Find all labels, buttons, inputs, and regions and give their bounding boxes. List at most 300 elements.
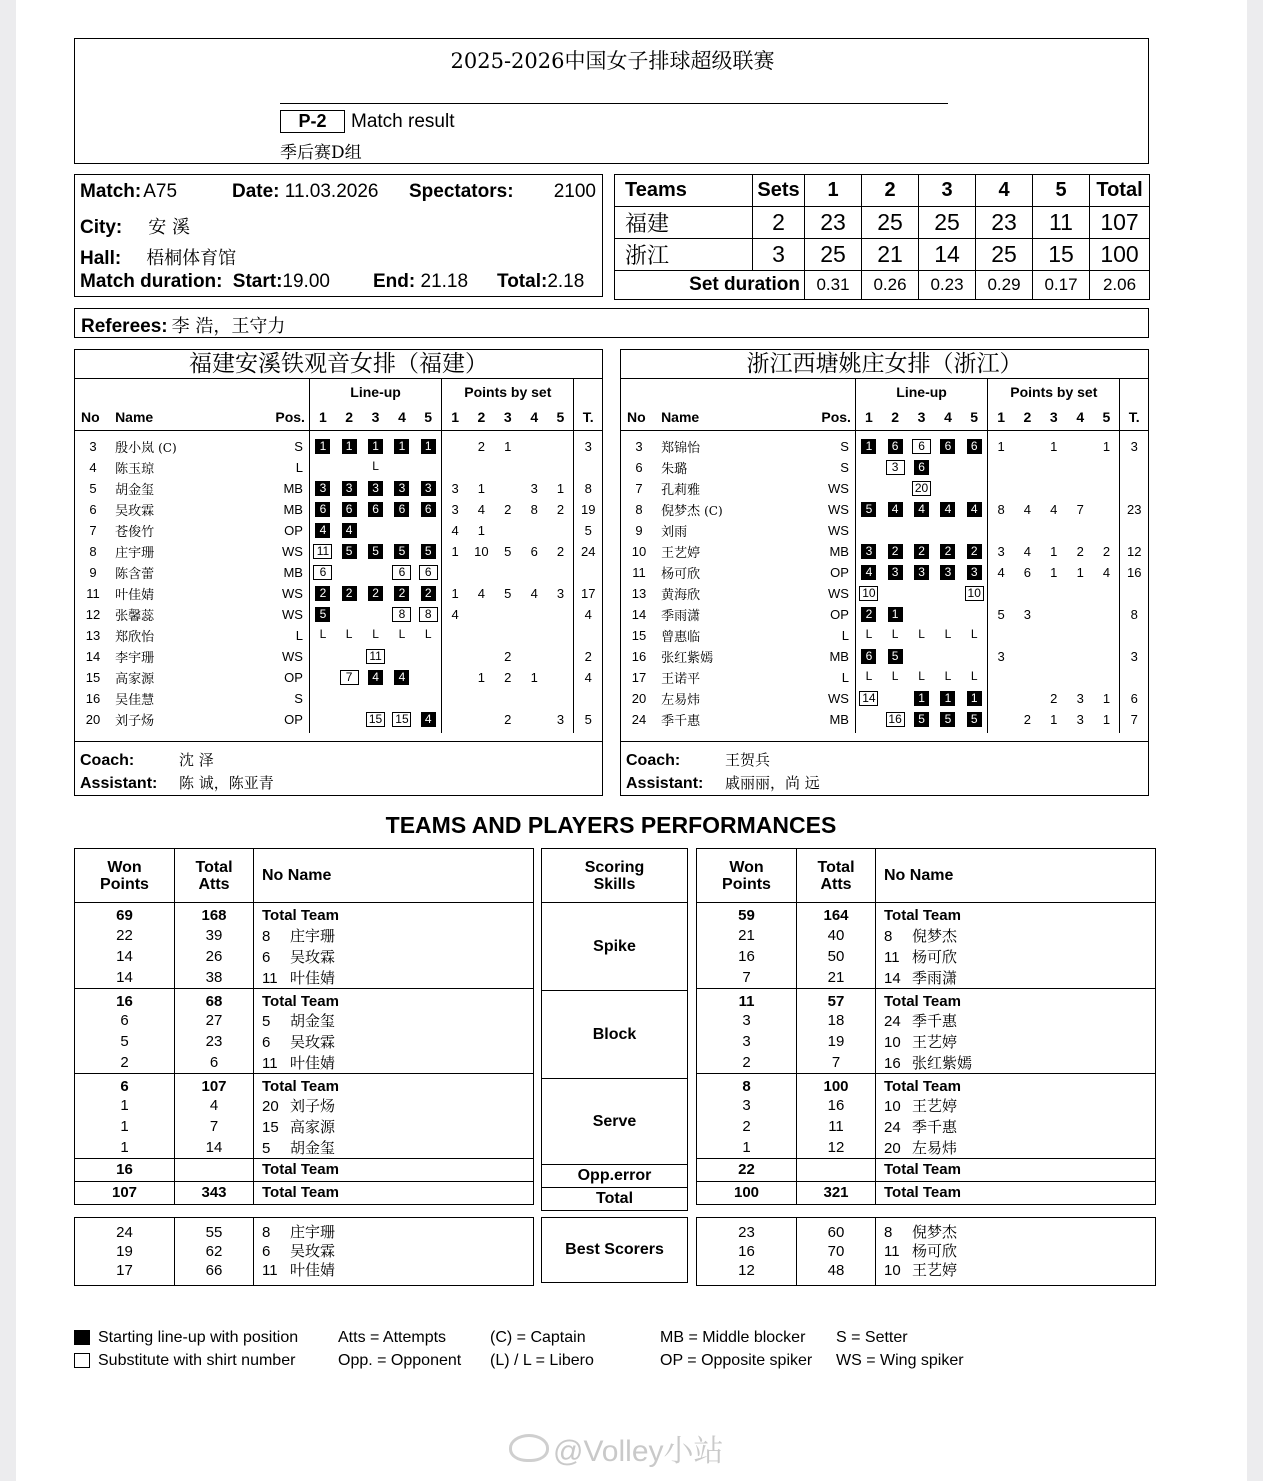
roster-table [75, 379, 602, 733]
set-points: 2 [547, 499, 573, 520]
empty-slot [914, 523, 929, 538]
set-score: 25 [976, 239, 1033, 271]
won-points: 16 [75, 988, 175, 1010]
player-number: 16 [631, 649, 647, 664]
starting-position: 4 [940, 502, 955, 517]
lineup-cell [362, 583, 388, 604]
lineup-cell [362, 688, 388, 709]
total-atts: 26 [175, 946, 254, 967]
set-points: 3 [547, 583, 573, 604]
captain-mark: (C) [158, 440, 177, 455]
empty-slot [967, 607, 982, 622]
match-label: Match: [80, 181, 142, 202]
won-points: 2 [75, 1052, 175, 1074]
set-points [495, 457, 521, 478]
lineup-cell [855, 583, 881, 604]
total-atts: 57 [797, 988, 876, 1010]
player-position: WS [828, 481, 849, 496]
lineup-cell [336, 625, 362, 646]
set-points: 4 [442, 604, 468, 625]
player-name: 倪梦杰 [912, 1223, 958, 1241]
roster-row [75, 709, 602, 730]
pos-header: Pos. [271, 404, 309, 430]
lineup-cell [309, 520, 335, 541]
won-points: 1 [75, 1116, 175, 1137]
player-number: 8 [262, 1224, 271, 1241]
total-atts: 321 [797, 1181, 876, 1204]
roster-row [621, 478, 1148, 499]
total-points: 19 [580, 502, 596, 517]
player-name: 高家源 [290, 1117, 336, 1136]
player-name-cell [657, 541, 817, 562]
lineup-cell [935, 646, 961, 667]
starting-position: 4 [967, 502, 982, 517]
lineup-cell [908, 709, 934, 730]
lineup-cell [908, 646, 934, 667]
player-number: 8 [89, 544, 97, 559]
lineup-cell [389, 688, 415, 709]
set-number-header: 3 [908, 404, 934, 430]
performance-row [697, 1052, 1156, 1074]
end-time: 21.18 [420, 271, 469, 292]
skill-row [542, 903, 688, 991]
empty-slot [421, 649, 436, 664]
player-name-cell [657, 499, 817, 520]
player-name: 倪梦杰 [912, 926, 958, 945]
player-entry [254, 946, 534, 967]
set-points: 3 [988, 646, 1014, 667]
player-name: 杨可欣 [912, 1242, 958, 1260]
set-points: 3 [547, 709, 573, 730]
total-atts: 16 [797, 1095, 876, 1116]
player-name: 王艺婷 [912, 1096, 958, 1115]
start-time: 19.00 [282, 271, 330, 292]
legend-item: Substitute with shirt number [98, 1352, 296, 1369]
player-number: 11 [632, 565, 646, 580]
lineup-cell [309, 562, 335, 583]
player-number: 6 [262, 948, 271, 966]
starting-position: 6 [967, 439, 982, 454]
lineup-cell [935, 478, 961, 499]
player-number: 14 [884, 969, 901, 987]
player-position: MB [829, 649, 849, 664]
weibo-icon [509, 1434, 549, 1462]
lineup-cell [309, 541, 335, 562]
player-name: 陈含蕾 [115, 566, 155, 582]
player-name-cell [111, 667, 271, 688]
lineup-cell [908, 583, 934, 604]
total-atts: 168 [175, 903, 254, 925]
total-points [574, 562, 602, 583]
set-points: 5 [988, 604, 1014, 625]
skills-header-row [542, 849, 688, 903]
referees-value: 李 浩，王守力 [171, 316, 286, 337]
player-position: MB [283, 481, 303, 496]
total-atts: 40 [797, 925, 876, 946]
lineup-cell [908, 667, 934, 688]
col-set-5: 5 [1033, 175, 1090, 207]
set-points [1014, 646, 1040, 667]
starting-position: 3 [888, 565, 903, 580]
starting-position: 2 [342, 586, 357, 601]
empty-slot [421, 670, 436, 685]
set-points: 1 [547, 478, 573, 499]
total-points: 4 [584, 607, 592, 622]
set-score: 23 [976, 207, 1033, 239]
player-position: OP [830, 607, 849, 622]
empty-slot [888, 481, 903, 496]
set-number-header: 2 [1014, 404, 1040, 430]
player-entry [876, 1073, 1156, 1095]
lineup-cell [336, 667, 362, 688]
set-duration: 0.17 [1033, 271, 1090, 300]
player-name-cell [111, 457, 271, 478]
total-won: 107 [75, 1181, 175, 1204]
set-number-header: 4 [389, 404, 415, 430]
set-points: 3 [988, 541, 1014, 562]
roster-row [75, 478, 602, 499]
set-points [468, 562, 494, 583]
player-number: 5 [262, 1139, 271, 1157]
set-points [1093, 667, 1119, 688]
set-points: 1 [1093, 709, 1119, 730]
lineup-cell [908, 688, 934, 709]
lineup-cell [855, 520, 881, 541]
won-points: 3 [697, 1031, 797, 1052]
opp-error-won: 16 [75, 1158, 175, 1181]
player-name: 吴玫霖 [115, 503, 155, 519]
starting-position: 3 [914, 565, 929, 580]
performance-row [697, 1137, 1156, 1159]
set-points: 2 [1093, 541, 1119, 562]
total-atts: 27 [175, 1010, 254, 1031]
set-points: 3 [530, 481, 538, 496]
player-name-cell [657, 625, 817, 646]
referees-label: Referees: [81, 316, 168, 337]
player-name: 刘子炀 [115, 713, 155, 729]
lineup-cell [389, 583, 415, 604]
performance-row [75, 1116, 534, 1137]
roster-row [621, 457, 1148, 478]
player-number: 20 [262, 1097, 279, 1115]
set-points [547, 436, 573, 457]
player-position: S [294, 691, 303, 706]
set-points: 3 [442, 478, 468, 499]
starting-position: 2 [394, 586, 409, 601]
set-points: 1 [530, 670, 538, 685]
lineup-cell [336, 709, 362, 730]
performance-row [697, 1073, 1156, 1095]
player-name-cell [111, 646, 271, 667]
player-name: 庄宇珊 [290, 926, 336, 945]
player-number: 6 [262, 1033, 271, 1051]
lineup-cell [362, 436, 388, 457]
empty-slot [940, 523, 955, 538]
name-header: Name [111, 404, 271, 430]
won-points: 11 [697, 988, 797, 1010]
set-number-header: 5 [547, 404, 573, 430]
lineup-cell [389, 646, 415, 667]
starting-position: 4 [342, 523, 357, 538]
lineup-cell [855, 604, 881, 625]
away-performance-table [696, 848, 1156, 1205]
player-name: 胡金玺 [290, 1138, 336, 1157]
coach-name: 沈 泽 [179, 751, 214, 769]
player-position: S [840, 439, 849, 454]
roster-row [621, 604, 1148, 625]
lineup-cell [935, 667, 961, 688]
legend-item: OP = Opposite spiker [660, 1352, 813, 1369]
substitute-number: 10 [965, 586, 984, 601]
total-label-row [542, 1188, 688, 1211]
player-name: 李宇珊 [115, 650, 155, 666]
set-points [547, 625, 573, 646]
total-team-label: Total Team [876, 1181, 1156, 1204]
legend-item: (L) / L = Libero [490, 1352, 594, 1369]
performance-row [75, 1073, 534, 1095]
player-number: 24 [884, 1118, 901, 1136]
player-number: 10 [884, 1097, 901, 1115]
set-points [547, 457, 573, 478]
player-entry [254, 903, 534, 925]
player-entry [254, 1116, 534, 1137]
performance-row [75, 903, 534, 925]
report-code: P-2 [280, 110, 345, 133]
team-name: 福建 [615, 207, 753, 239]
total-points: 23 [1126, 502, 1142, 517]
substitute-number: 8 [419, 607, 438, 622]
empty-slot [421, 523, 436, 538]
total-points [1120, 625, 1148, 646]
starting-position: 5 [914, 712, 929, 727]
total-points: 5 [584, 523, 592, 538]
set-points: 4 [477, 586, 485, 601]
set-points: 2 [477, 439, 485, 454]
set-points [442, 436, 468, 457]
starting-position: 1 [888, 607, 903, 622]
set-points: 3 [1076, 712, 1084, 727]
set-number-header: 1 [988, 404, 1014, 430]
total-points [1120, 667, 1148, 688]
col-teams: Teams [615, 175, 753, 207]
set-points [442, 688, 468, 709]
lineup-cell [908, 604, 934, 625]
won-points: 21 [697, 925, 797, 946]
lineup-cell [935, 688, 961, 709]
total-atts: 70 [797, 1242, 876, 1261]
total-atts-header: Total Atts [797, 849, 876, 903]
set-points [988, 478, 1014, 499]
roster-table [621, 379, 1148, 733]
player-name: 叶佳婧 [290, 968, 336, 987]
set-points [468, 457, 494, 478]
t-header: T. [1120, 404, 1148, 430]
performance-row [75, 925, 534, 946]
player-number: 14 [85, 649, 101, 664]
player-name: 叶佳婧 [290, 1261, 336, 1279]
player-entry [876, 1242, 1156, 1261]
won-points: 69 [75, 903, 175, 925]
total-duration: 2.18 [547, 271, 585, 292]
lineup-cell [908, 562, 934, 583]
captain-mark: (C) [704, 503, 723, 518]
empty-slot [368, 523, 383, 538]
player-name: 曾惠临 [661, 629, 701, 645]
libero-mark: L [345, 626, 353, 641]
end-label: End: [373, 271, 416, 292]
set-points: 4 [1050, 502, 1058, 517]
set-points [1041, 478, 1067, 499]
lineup-cell [908, 457, 934, 478]
player-name-cell [111, 541, 271, 562]
roster-row [75, 667, 602, 688]
set-points [1041, 583, 1067, 604]
starting-position: 3 [861, 544, 876, 559]
player-number: 8 [635, 502, 643, 517]
starting-position: 4 [421, 712, 436, 727]
player-name-cell [111, 709, 271, 730]
performance-row [75, 1010, 534, 1031]
set-number-header: 4 [935, 404, 961, 430]
col-set-4: 4 [976, 175, 1033, 207]
opp-error-atts [797, 1158, 876, 1181]
lineup-cell [362, 478, 388, 499]
starting-position: 2 [967, 544, 982, 559]
player-number: 11 [262, 969, 278, 987]
substitute-number: 6 [912, 439, 931, 454]
score-table [614, 174, 1150, 300]
set-points [442, 457, 468, 478]
player-name: 刘子炀 [290, 1096, 336, 1115]
total-points: 24 [580, 544, 596, 559]
player-name-cell [657, 520, 817, 541]
lineup-cell [309, 499, 335, 520]
substitute-number: 6 [419, 565, 438, 580]
won-points: 12 [697, 1261, 797, 1286]
total-points: 5 [584, 712, 592, 727]
lineup-cell [389, 604, 415, 625]
starting-position: 3 [421, 481, 436, 496]
won-points: 17 [75, 1261, 175, 1286]
coach-name: 王贺兵 [725, 751, 771, 769]
player-name-cell [657, 688, 817, 709]
starting-position: 3 [315, 481, 330, 496]
libero-mark: L [891, 626, 899, 641]
set-score: 25 [919, 207, 976, 239]
set-points: 8 [988, 499, 1014, 520]
total-points: 100 [1090, 239, 1150, 271]
lineup-header: Line-up [309, 379, 441, 404]
starting-position: 4 [315, 523, 330, 538]
lineup-cell [362, 667, 388, 688]
roster-row [75, 436, 602, 457]
lineup-cell [961, 604, 988, 625]
roster-row [621, 667, 1148, 688]
set-number-header: 2 [336, 404, 362, 430]
roster-row [621, 709, 1148, 730]
total-points: 3 [1130, 439, 1138, 454]
set-points [547, 604, 573, 625]
lineup-cell [908, 436, 934, 457]
player-name-cell [657, 604, 817, 625]
player-number: 9 [635, 523, 643, 538]
set-duration-total: 2.06 [1090, 271, 1150, 300]
total-atts: 100 [797, 1073, 876, 1095]
empty-slot [967, 481, 982, 496]
player-name: 殷小岚 [115, 440, 155, 456]
libero-mark: L [970, 626, 978, 641]
lineup-cell [309, 625, 335, 646]
lineup-cell [935, 520, 961, 541]
t-header: T. [574, 404, 602, 430]
starting-position: 4 [861, 565, 876, 580]
set-points: 4 [477, 502, 485, 517]
player-position: WS [282, 544, 303, 559]
libero-mark: L [372, 458, 379, 473]
lineup-cell [855, 478, 881, 499]
player-number: 20 [884, 1139, 901, 1157]
libero-mark: L [319, 626, 327, 641]
lineup-cell [362, 625, 388, 646]
set-points: 2 [504, 712, 512, 727]
won-points: 1 [75, 1095, 175, 1116]
match-date: 11.03.2026 [284, 181, 379, 202]
lineup-cell [415, 478, 442, 499]
starting-position: 3 [394, 481, 409, 496]
player-number: 10 [631, 544, 647, 559]
lineup-cell [908, 520, 934, 541]
set-points [1014, 478, 1040, 499]
won-points: 1 [697, 1137, 797, 1159]
set-points [547, 646, 573, 667]
total-atts: 66 [175, 1261, 254, 1286]
lineup-cell [882, 541, 908, 562]
set-number-header: 5 [961, 404, 988, 430]
total-points [1120, 457, 1148, 478]
total-atts: 21 [797, 967, 876, 989]
roster-row [621, 499, 1148, 520]
lineup-cell [961, 667, 988, 688]
set-points: 1 [1093, 688, 1119, 709]
lineup-cell [336, 604, 362, 625]
lineup-cell [336, 478, 362, 499]
starting-position: 1 [368, 439, 383, 454]
total-atts: 50 [797, 946, 876, 967]
empty-slot [342, 712, 357, 727]
lineup-cell [961, 562, 988, 583]
player-number: 9 [89, 565, 97, 580]
set-points [468, 625, 494, 646]
lineup-cell [882, 709, 908, 730]
set-points [442, 562, 468, 583]
set-points [1014, 520, 1040, 541]
player-number: 14 [631, 607, 647, 622]
total-points [1120, 478, 1148, 499]
set-points [495, 604, 521, 625]
coach-label: Coach: [626, 752, 681, 769]
player-entry [254, 1073, 534, 1095]
performance-row [75, 1137, 534, 1159]
lineup-cell [362, 709, 388, 730]
away-roster [620, 349, 1149, 796]
lineup-cell [309, 667, 335, 688]
lineup-cell [309, 478, 335, 499]
lineup-cell [415, 625, 442, 646]
best-scorer-row [75, 1261, 534, 1286]
lineup-cell [362, 499, 388, 520]
lineup-cell [389, 436, 415, 457]
lineup-cell [362, 541, 388, 562]
